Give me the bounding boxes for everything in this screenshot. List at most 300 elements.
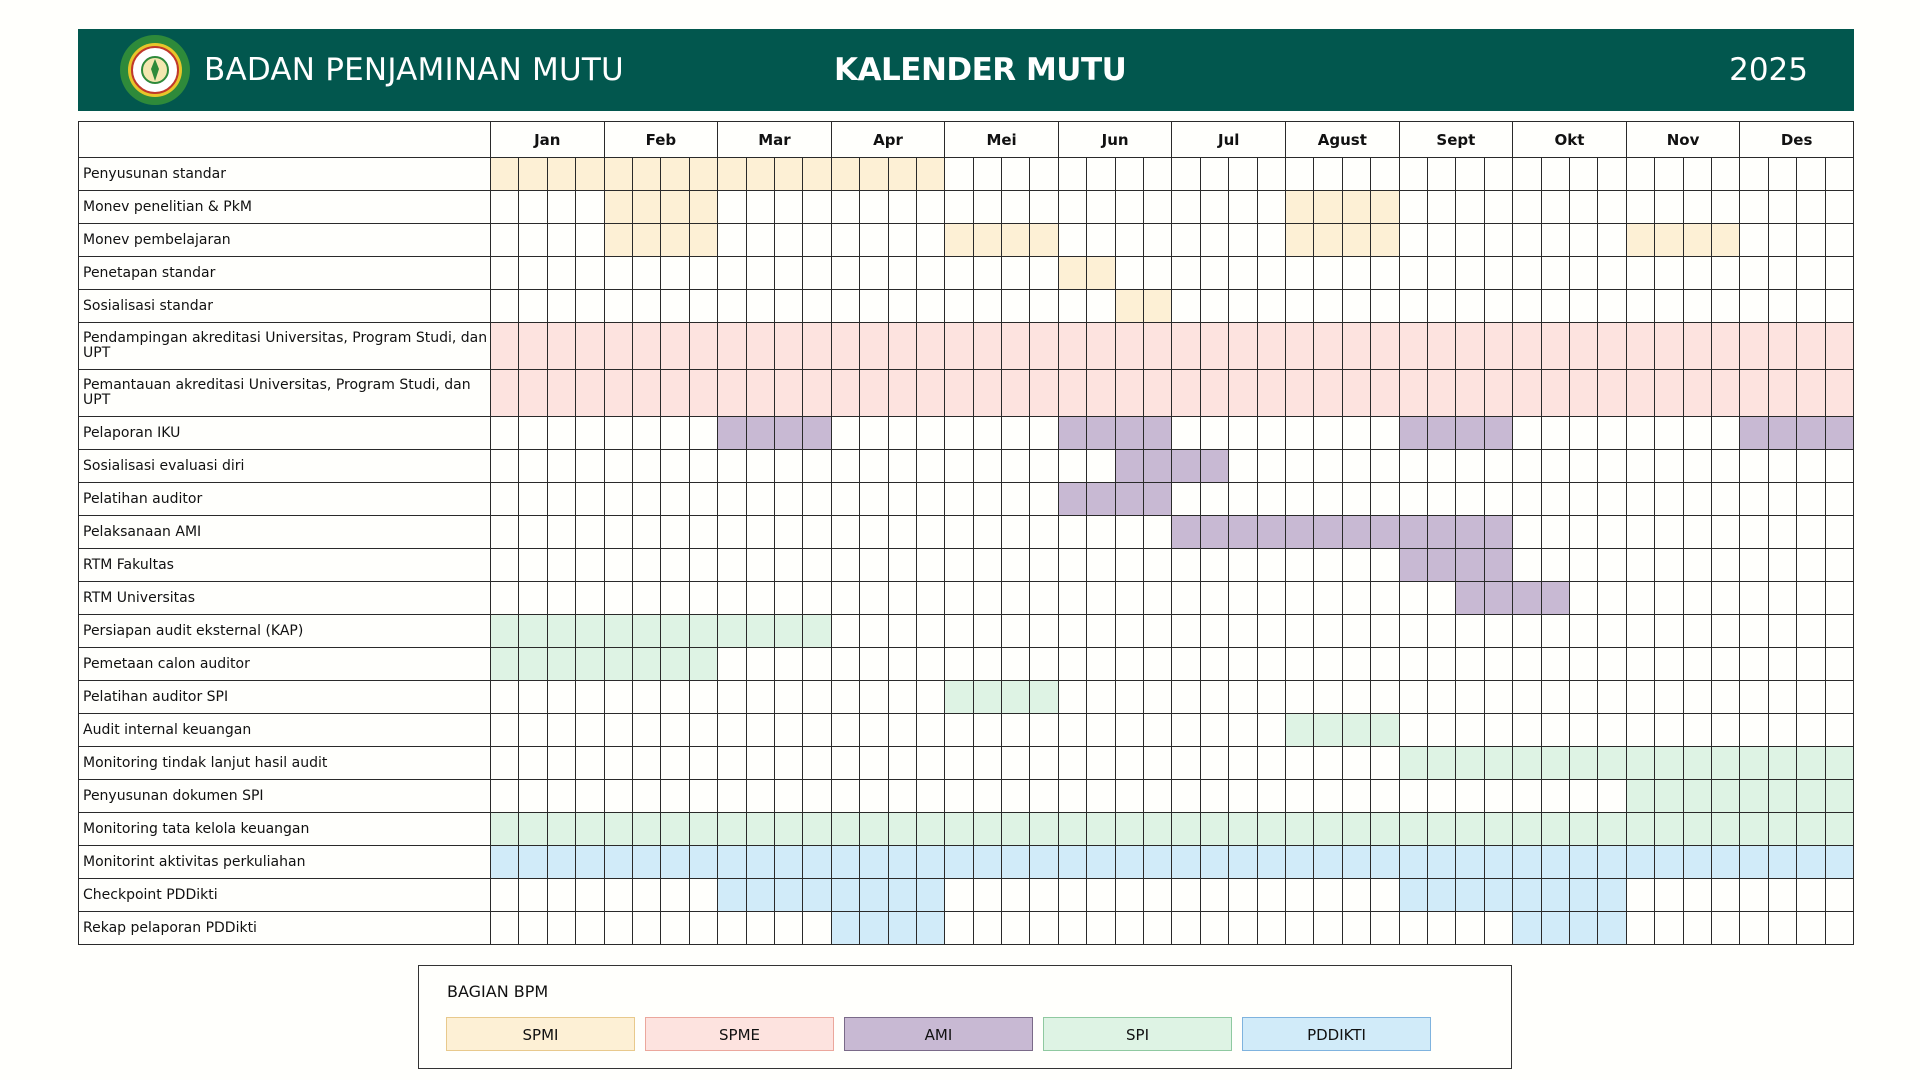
week-cell <box>491 370 519 417</box>
week-cell <box>1172 648 1200 681</box>
week-cell <box>1740 549 1768 582</box>
week-cell <box>888 879 916 912</box>
week-cell <box>718 158 746 191</box>
week-cell <box>661 323 689 370</box>
week-cell <box>1002 582 1030 615</box>
week-cell <box>1115 780 1143 813</box>
week-cell <box>1797 417 1825 450</box>
week-cell <box>831 714 859 747</box>
week-cell <box>1513 417 1541 450</box>
week-cell <box>1768 450 1796 483</box>
week-cell <box>916 615 944 648</box>
activity-row <box>79 417 1854 450</box>
week-cell <box>860 714 888 747</box>
week-cell <box>1229 257 1257 290</box>
week-cell <box>916 780 944 813</box>
week-cell <box>1342 714 1370 747</box>
week-cell <box>547 813 575 846</box>
week-cell <box>1342 417 1370 450</box>
week-cell <box>519 813 547 846</box>
week-cell <box>1257 714 1285 747</box>
week-cell <box>1569 257 1597 290</box>
week-cell <box>945 417 973 450</box>
week-cell <box>547 290 575 323</box>
week-cell <box>1513 224 1541 257</box>
week-cell <box>831 615 859 648</box>
week-cell <box>689 224 717 257</box>
activity-row <box>79 747 1854 780</box>
week-cell <box>746 483 774 516</box>
week-cell <box>1002 714 1030 747</box>
header-corner-cell <box>79 122 491 158</box>
week-cell <box>1825 846 1853 879</box>
week-cell <box>774 582 802 615</box>
week-cell <box>547 681 575 714</box>
week-cell <box>1626 257 1654 290</box>
week-cell <box>576 582 604 615</box>
week-cell <box>661 417 689 450</box>
week-cell <box>1626 615 1654 648</box>
week-cell <box>1541 549 1569 582</box>
week-cell <box>718 450 746 483</box>
week-cell <box>1683 879 1711 912</box>
week-cell <box>1286 417 1314 450</box>
week-cell <box>1484 417 1512 450</box>
week-cell <box>746 912 774 945</box>
week-cell <box>803 370 831 417</box>
week-cell <box>1683 191 1711 224</box>
week-cell <box>774 224 802 257</box>
week-cell <box>1087 483 1115 516</box>
week-cell <box>1427 648 1455 681</box>
week-cell <box>1229 879 1257 912</box>
week-cell <box>1058 912 1086 945</box>
week-cell <box>718 813 746 846</box>
week-cell <box>1683 714 1711 747</box>
week-cell <box>604 290 632 323</box>
week-cell <box>1087 290 1115 323</box>
week-cell <box>1626 714 1654 747</box>
week-cell <box>1598 846 1626 879</box>
week-cell <box>718 747 746 780</box>
week-cell <box>1655 257 1683 290</box>
week-cell <box>1399 681 1427 714</box>
week-cell <box>1172 516 1200 549</box>
week-cell <box>1683 417 1711 450</box>
activity-name: Penetapan standar <box>79 257 491 290</box>
week-cell <box>604 615 632 648</box>
week-cell <box>1768 879 1796 912</box>
week-cell <box>1172 879 1200 912</box>
week-cell <box>1115 158 1143 191</box>
week-cell <box>1200 417 1228 450</box>
week-cell <box>1598 813 1626 846</box>
activity-row <box>79 780 1854 813</box>
week-cell <box>661 780 689 813</box>
week-cell <box>1711 681 1739 714</box>
week-cell <box>1569 879 1597 912</box>
week-cell <box>1172 483 1200 516</box>
week-cell <box>1427 370 1455 417</box>
week-cell <box>547 747 575 780</box>
week-cell <box>1314 257 1342 290</box>
week-cell <box>1286 224 1314 257</box>
week-cell <box>1200 582 1228 615</box>
week-cell <box>1598 323 1626 370</box>
week-cell <box>661 879 689 912</box>
week-cell <box>1825 257 1853 290</box>
week-cell <box>1797 549 1825 582</box>
week-cell <box>1257 224 1285 257</box>
week-cell <box>576 257 604 290</box>
week-cell <box>1513 714 1541 747</box>
week-cell <box>831 417 859 450</box>
week-cell <box>1626 290 1654 323</box>
week-cell <box>916 648 944 681</box>
week-cell <box>1740 323 1768 370</box>
week-cell <box>1087 323 1115 370</box>
week-cell <box>1768 483 1796 516</box>
week-cell <box>1144 681 1172 714</box>
week-cell <box>1456 747 1484 780</box>
week-cell <box>1655 370 1683 417</box>
week-cell <box>1172 370 1200 417</box>
week-cell <box>661 516 689 549</box>
week-cell <box>860 912 888 945</box>
week-cell <box>718 224 746 257</box>
week-cell <box>1200 648 1228 681</box>
week-cell <box>1200 780 1228 813</box>
week-cell <box>1513 191 1541 224</box>
week-cell <box>1058 747 1086 780</box>
week-cell <box>916 846 944 879</box>
week-cell <box>1172 191 1200 224</box>
week-cell <box>1399 582 1427 615</box>
week-cell <box>1115 813 1143 846</box>
week-cell <box>1115 582 1143 615</box>
week-cell <box>1456 257 1484 290</box>
week-cell <box>547 879 575 912</box>
week-cell <box>1740 370 1768 417</box>
week-cell <box>888 912 916 945</box>
week-cell <box>1740 158 1768 191</box>
week-cell <box>1030 224 1058 257</box>
week-cell <box>689 582 717 615</box>
month-header: Feb <box>604 122 718 158</box>
activity-name: Checkpoint PDDikti <box>79 879 491 912</box>
month-header-row <box>79 122 1854 158</box>
week-cell <box>604 323 632 370</box>
week-cell <box>1144 370 1172 417</box>
week-cell <box>1172 681 1200 714</box>
week-cell <box>689 191 717 224</box>
week-cell <box>1797 879 1825 912</box>
week-cell <box>860 516 888 549</box>
week-cell <box>1115 417 1143 450</box>
week-cell <box>1172 846 1200 879</box>
week-cell <box>519 648 547 681</box>
week-cell <box>519 582 547 615</box>
week-cell <box>1797 747 1825 780</box>
week-cell <box>1342 224 1370 257</box>
week-cell <box>1257 549 1285 582</box>
week-cell <box>1314 417 1342 450</box>
year-label: 2025 <box>1729 52 1808 88</box>
week-cell <box>1655 912 1683 945</box>
week-cell <box>604 813 632 846</box>
week-cell <box>860 747 888 780</box>
week-cell <box>774 780 802 813</box>
week-cell <box>1569 158 1597 191</box>
week-cell <box>1569 516 1597 549</box>
week-cell <box>718 912 746 945</box>
week-cell <box>1655 516 1683 549</box>
week-cell <box>1058 290 1086 323</box>
week-cell <box>491 191 519 224</box>
week-cell <box>1655 813 1683 846</box>
week-cell <box>632 257 660 290</box>
week-cell <box>1655 681 1683 714</box>
week-cell <box>803 257 831 290</box>
week-cell <box>1541 648 1569 681</box>
week-cell <box>1456 912 1484 945</box>
week-cell <box>860 450 888 483</box>
week-cell <box>632 714 660 747</box>
week-cell <box>1655 417 1683 450</box>
week-cell <box>1456 714 1484 747</box>
week-cell <box>1058 450 1086 483</box>
week-cell <box>604 714 632 747</box>
week-cell <box>576 912 604 945</box>
week-cell <box>1768 912 1796 945</box>
week-cell <box>746 516 774 549</box>
week-cell <box>803 323 831 370</box>
week-cell <box>1626 516 1654 549</box>
week-cell <box>632 516 660 549</box>
week-cell <box>1229 912 1257 945</box>
week-cell <box>519 747 547 780</box>
week-cell <box>1144 846 1172 879</box>
week-cell <box>1399 615 1427 648</box>
week-cell <box>1484 257 1512 290</box>
week-cell <box>1768 549 1796 582</box>
week-cell <box>1002 879 1030 912</box>
week-cell <box>1314 879 1342 912</box>
week-cell <box>604 483 632 516</box>
activity-row <box>79 370 1854 417</box>
week-cell <box>1626 582 1654 615</box>
week-cell <box>1513 912 1541 945</box>
week-cell <box>491 483 519 516</box>
week-cell <box>1711 879 1739 912</box>
week-cell <box>1342 912 1370 945</box>
week-cell <box>1456 846 1484 879</box>
week-cell <box>831 879 859 912</box>
week-cell <box>1655 714 1683 747</box>
week-cell <box>1172 158 1200 191</box>
week-cell <box>1342 879 1370 912</box>
week-cell <box>1058 879 1086 912</box>
week-cell <box>973 191 1001 224</box>
week-cell <box>1172 323 1200 370</box>
week-cell <box>1484 450 1512 483</box>
week-cell <box>1200 370 1228 417</box>
week-cell <box>803 224 831 257</box>
week-cell <box>604 158 632 191</box>
week-cell <box>1342 290 1370 323</box>
week-cell <box>888 516 916 549</box>
week-cell <box>1598 417 1626 450</box>
week-cell <box>1257 450 1285 483</box>
week-cell <box>1456 549 1484 582</box>
week-cell <box>1655 615 1683 648</box>
week-cell <box>661 648 689 681</box>
week-cell <box>718 516 746 549</box>
week-cell <box>1825 158 1853 191</box>
week-cell <box>746 846 774 879</box>
week-cell <box>945 323 973 370</box>
week-cell <box>1740 846 1768 879</box>
week-cell <box>803 648 831 681</box>
week-cell <box>1768 158 1796 191</box>
week-cell <box>1144 191 1172 224</box>
week-cell <box>1598 912 1626 945</box>
week-cell <box>576 648 604 681</box>
week-cell <box>916 813 944 846</box>
week-cell <box>1115 191 1143 224</box>
week-cell <box>1399 780 1427 813</box>
week-cell <box>831 450 859 483</box>
week-cell <box>1030 323 1058 370</box>
week-cell <box>746 450 774 483</box>
week-cell <box>1427 615 1455 648</box>
week-cell <box>916 224 944 257</box>
week-cell <box>1144 290 1172 323</box>
week-cell <box>1058 714 1086 747</box>
week-cell <box>1087 615 1115 648</box>
week-cell <box>1456 450 1484 483</box>
week-cell <box>1655 747 1683 780</box>
week-cell <box>1513 257 1541 290</box>
week-cell <box>1797 323 1825 370</box>
week-cell <box>547 450 575 483</box>
week-cell <box>1427 290 1455 323</box>
week-cell <box>1115 615 1143 648</box>
week-cell <box>519 879 547 912</box>
week-cell <box>1002 450 1030 483</box>
week-cell <box>689 370 717 417</box>
week-cell <box>774 714 802 747</box>
week-cell <box>1115 714 1143 747</box>
week-cell <box>1342 191 1370 224</box>
week-cell <box>1371 813 1399 846</box>
week-cell <box>746 879 774 912</box>
week-cell <box>1711 450 1739 483</box>
week-cell <box>576 549 604 582</box>
week-cell <box>632 615 660 648</box>
week-cell <box>888 747 916 780</box>
week-cell <box>1683 450 1711 483</box>
week-cell <box>1711 912 1739 945</box>
week-cell <box>1371 158 1399 191</box>
week-cell <box>519 846 547 879</box>
week-cell <box>1683 846 1711 879</box>
calendar-grid <box>78 121 1854 945</box>
week-cell <box>973 549 1001 582</box>
week-cell <box>491 158 519 191</box>
week-cell <box>604 191 632 224</box>
week-cell <box>519 417 547 450</box>
week-cell <box>576 191 604 224</box>
week-cell <box>774 290 802 323</box>
week-cell <box>1115 879 1143 912</box>
week-cell <box>888 648 916 681</box>
week-cell <box>491 549 519 582</box>
week-cell <box>888 417 916 450</box>
week-cell <box>547 780 575 813</box>
week-cell <box>803 747 831 780</box>
week-cell <box>1740 879 1768 912</box>
week-cell <box>1172 450 1200 483</box>
month-header: Jan <box>491 122 605 158</box>
week-cell <box>1740 191 1768 224</box>
week-cell <box>1541 290 1569 323</box>
week-cell <box>1513 681 1541 714</box>
week-cell <box>1683 370 1711 417</box>
activity-name: Pendampingan akreditasi Universitas, Program Studi, dan UPT <box>79 323 491 370</box>
week-cell <box>746 323 774 370</box>
week-cell <box>1626 780 1654 813</box>
week-cell <box>1087 813 1115 846</box>
week-cell <box>1371 615 1399 648</box>
activity-row <box>79 912 1854 945</box>
week-cell <box>661 257 689 290</box>
week-cell <box>1342 813 1370 846</box>
week-cell <box>1569 323 1597 370</box>
week-cell <box>1200 912 1228 945</box>
header-banner <box>78 29 1854 111</box>
week-cell <box>1172 417 1200 450</box>
week-cell <box>803 714 831 747</box>
week-cell <box>604 879 632 912</box>
week-cell <box>632 370 660 417</box>
week-cell <box>1314 714 1342 747</box>
week-cell <box>1513 290 1541 323</box>
week-cell <box>491 879 519 912</box>
activity-name: Monitoring tindak lanjut hasil audit <box>79 747 491 780</box>
week-cell <box>1030 813 1058 846</box>
week-cell <box>1711 516 1739 549</box>
week-cell <box>1002 615 1030 648</box>
week-cell <box>1058 549 1086 582</box>
week-cell <box>1286 257 1314 290</box>
week-cell <box>973 516 1001 549</box>
week-cell <box>1768 370 1796 417</box>
activity-name: Monev pembelajaran <box>79 224 491 257</box>
week-cell <box>547 323 575 370</box>
week-cell <box>1058 813 1086 846</box>
week-cell <box>916 582 944 615</box>
activity-name: Monev penelitian & PkM <box>79 191 491 224</box>
week-cell <box>1257 158 1285 191</box>
week-cell <box>1371 224 1399 257</box>
week-cell <box>1427 780 1455 813</box>
week-cell <box>1257 912 1285 945</box>
week-cell <box>1569 681 1597 714</box>
week-cell <box>1030 780 1058 813</box>
week-cell <box>945 549 973 582</box>
week-cell <box>1456 417 1484 450</box>
